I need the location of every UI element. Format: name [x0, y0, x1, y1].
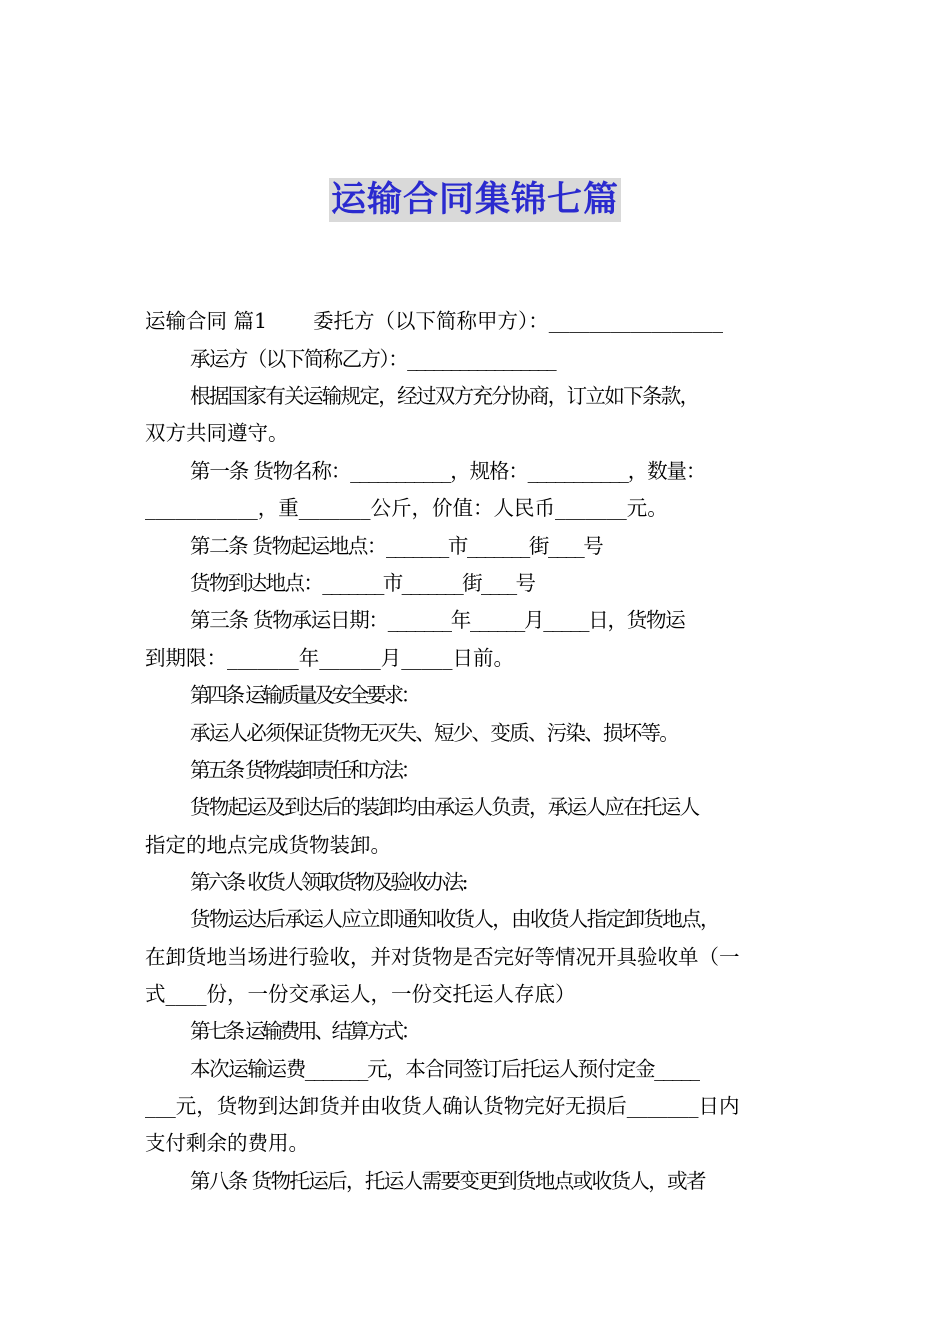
clause-8-line: 第八条 货物托运后，托运人需要变更到货地点或收货人，或者 [190, 1169, 705, 1193]
clause-3-line: 第三条 货物承运日期：_______年______月_____日，货物运 [190, 608, 685, 632]
paragraph-line: 到期限：_______年______月_____日前。 [145, 646, 514, 670]
paragraph-line: 承运人必须保证货物无灭失、短少、变质、污染、损坏等。 [190, 721, 679, 745]
title-wrap [0, 178, 950, 222]
clause-4-line: 第四条 运输质量及安全要求： [190, 683, 419, 707]
clause-2-line: 第二条 货物起运地点：_______市_______街____号 [190, 534, 603, 558]
paragraph-line: 在卸货地当场进行验收，并对货物是否完好等情况开具验收单（一 [145, 945, 740, 969]
paragraph-line: 货物运达后承运人应立即通知收货人，由收货人指定卸货地点， [190, 907, 719, 931]
document-title: 运输合同集锦七篇 [330, 180, 619, 220]
paragraph-line: 货物到达地点：_______市_______街____号 [190, 571, 535, 595]
paragraph-line: 根据国家有关运输规定，经过双方充分协商，订立如下条款， [190, 384, 699, 408]
paragraph-line: 指定的地点完成货物装卸。 [145, 833, 391, 857]
paragraph-line: 本次运输运费_______元，本合同签订后托运人预付定金_____ [190, 1057, 699, 1081]
paragraph-line: 双方共同遵守。 [145, 421, 289, 445]
paragraph-line: 货物起运及到达后的装卸均由承运人负责，承运人应在托运人 [190, 795, 699, 819]
carrier-party-field: 承运方（以下简称乙方）：_________________ [190, 347, 556, 371]
paragraph-line: ___________，重_______公斤，价值：人民币_______元。 [145, 496, 668, 520]
client-party-field: 委托方（以下简称甲方）：_________________ [313, 309, 724, 333]
paragraph-line: 式____份，一份交承运人，一份交托运人存底） [145, 982, 576, 1006]
paragraph-line: ___元，货物到达卸货并由收货人确认货物完好无损后_______日内 [145, 1094, 740, 1118]
clause-6-line: 第六条 收货人领取货物及验收办法: [190, 870, 466, 894]
paragraph-line: 支付剩余的费用。 [145, 1131, 309, 1155]
clause-1-line: 第一条 货物名称：___________，规格：___________，数量： [190, 459, 706, 483]
clause-7-line: 第七条 运输费用、结算方式： [190, 1019, 419, 1043]
clause-5-line: 第五条 货物装卸责任和方法： [190, 758, 419, 782]
contract-heading-line [145, 308, 825, 334]
contract-number: 运输合同 篇1 [145, 309, 268, 333]
